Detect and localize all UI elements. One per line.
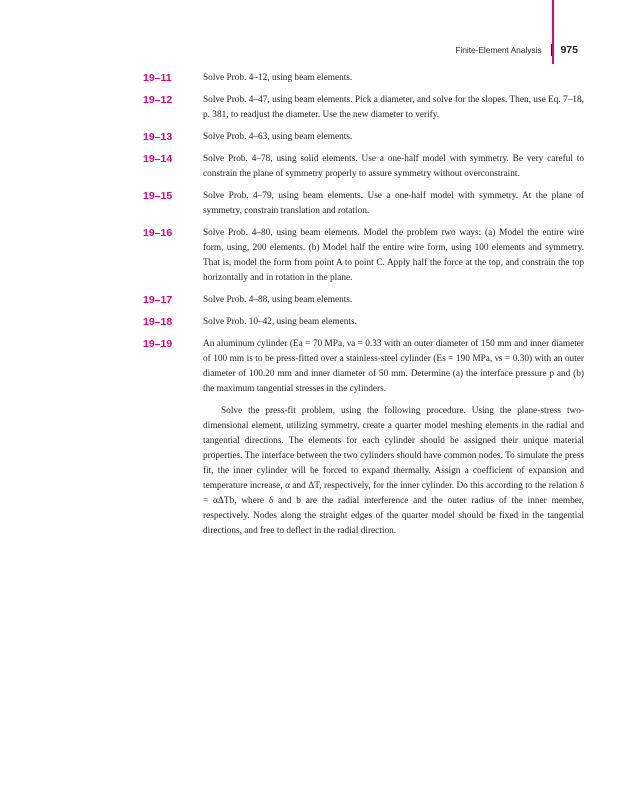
problem-number: 19–13 — [143, 131, 173, 143]
problem-paragraph: Solve Prob. 4–47, using beam elements. Pick a diameter, and solve for the slopes. Then, use Eq. 7–18, p. 381, to readjust the diameter. Use the new diameter to verify. — [203, 95, 584, 120]
problem-number: 19–18 — [143, 316, 173, 328]
problem-text — [203, 93, 584, 123]
problem-number: 19–11 — [143, 72, 172, 84]
problem-number: 19–16 — [143, 227, 173, 239]
problem-text — [203, 315, 584, 330]
problem-number: 19–19 — [143, 338, 173, 350]
problem-item — [143, 337, 584, 539]
problem-text — [203, 293, 584, 308]
problem-item — [143, 71, 584, 86]
problem-paragraph: Solve Prob. 4–88, using beam elements. — [203, 295, 353, 305]
problem-paragraph: Solve Prob. 4–78, using solid elements. Use a one-half model with symmetry. Be very careful to constrain the plane of symmetry properly to assure symmetry without overconstraint. — [203, 154, 584, 179]
problem-number: 19–14 — [143, 153, 173, 165]
problem-list — [143, 71, 584, 546]
problem-item — [143, 130, 584, 145]
problem-paragraph: Solve Prob. 4–79, using beam elements. Use a one-half model with symmetry. At the plane of symmetry, constrain translation and rotation. — [203, 191, 584, 216]
problem-paragraph: Solve Prob. 4–63, using beam elements. — [203, 132, 353, 142]
page-header — [455, 44, 578, 56]
problem-item — [143, 93, 584, 123]
problem-text — [203, 337, 584, 539]
problem-paragraph: Solve the press-fit problem, using the following procedure. Using the plane-stress two-dimensional element, utilizing symmetry, create a quarter model meshing elements in the radial and tangential directions. The elements for each cylinder should be assigned their unique material properties. The interface between the two cylinders should have common nodes. To simulate the press fit, the inner cylinder will be forced to expand thermally. Assign a coefficient of expansion and temperature increase, α and ΔT, respectively, for the inner cylinder. Do this according to the relation δ = αΔTb, where δ and b are the radial interference and the outer radius of the inner member, respectively. Nodes along the straight edges of the quarter model should be fixed in the tangential directions, and free to deflect in the radial direction. — [203, 406, 584, 536]
running-title: Finite-Element Analysis — [455, 45, 542, 55]
header-divider — [551, 44, 552, 56]
problem-text — [203, 226, 584, 286]
problem-text — [203, 189, 584, 219]
problem-paragraph: An aluminum cylinder (Ea = 70 MPa, νa = 0.33 with an outer diameter of 150 mm and inner diameter of 100 mm is to be press-fitted over a stainless-steel cylinder (Es = 190 MPa, νs = 0.30) with an outer diameter of 100.20 mm and inner diameter of 50 mm. Determine (a) the interface pressure p and (b) the maximum tangential stresses in the cylinders. — [203, 339, 584, 394]
problem-number: 19–12 — [143, 94, 173, 106]
problem-item — [143, 189, 584, 219]
problem-paragraph: Solve Prob. 4–12, using beam elements. — [203, 73, 353, 83]
problem-item — [143, 152, 584, 182]
problem-text — [203, 71, 584, 86]
problem-item — [143, 293, 584, 308]
problem-item — [143, 315, 584, 330]
problem-number: 19–15 — [143, 190, 173, 202]
problem-item — [143, 226, 584, 286]
problem-paragraph: Solve Prob. 4–80, using beam elements. Model the problem two ways: (a) Model the entire wire form, using, 200 elements. (b) Model half the entire wire form, using 100 elements and symmetry. That is, model the form from point A to point C. Apply half the force at the top, and constrain the top horizontally and in rotation in the plane. — [203, 228, 584, 283]
problem-paragraph: Solve Prob. 10–42, using beam elements. — [203, 317, 357, 327]
problem-number: 19–17 — [143, 294, 173, 306]
page-number: 975 — [560, 44, 578, 56]
problem-text — [203, 152, 584, 182]
problem-text — [203, 130, 584, 145]
